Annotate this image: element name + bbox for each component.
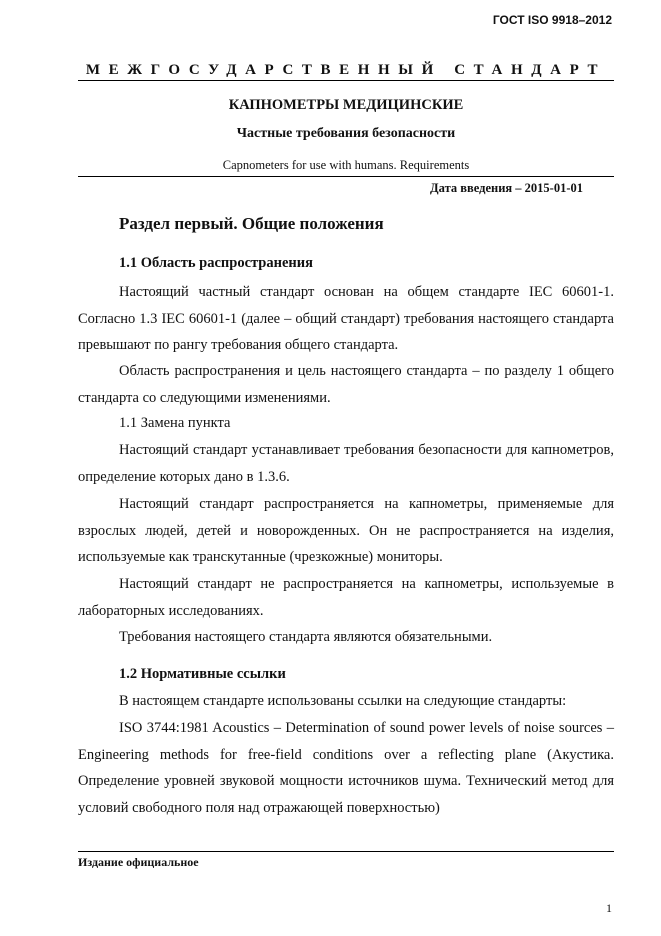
document-subtitle: Частные требования безопасности	[236, 126, 456, 141]
document-title: КАПНОМЕТРЫ МЕДИЦИНСКИЕ	[228, 97, 464, 113]
scope-paragraph: Настоящий стандарт распространяется на капнометры, применяемые для взрослых людей, детей и новорожденных. Он не распространяется на изделия, используемые как транскутанные (чрезкожные) мониторы.	[78, 496, 614, 565]
official-edition-label: Издание официальное	[78, 855, 199, 869]
title-divider-top	[78, 80, 614, 81]
interstate-standard-label: МЕЖГОСУДАРСТВЕННЫЙ СТАНДАРТ	[85, 62, 607, 78]
references-heading: 1.2 Нормативные ссылки	[119, 666, 286, 682]
page-number: 1	[606, 901, 612, 915]
scope-paragraph: Настоящий частный стандарт основан на общем стандарте IEC 60601-1. Согласно 1.3 IEC 60601-1 (далее – общий стандарт) требования настоящего стандарта превышают по рангу требования общего стандарта.	[78, 284, 614, 353]
scope-paragraph: 1.1 Замена пункта	[119, 415, 231, 431]
references-paragraph: В настоящем стандарте использованы ссылки на следующие стандарты:	[119, 693, 567, 709]
title-divider-bottom	[78, 176, 614, 177]
introduction-date: Дата введения – 2015-01-01	[430, 181, 583, 195]
scope-paragraph: Область распространения и цель настоящего стандарта – по разделу 1 общего стандарта со следующими изменениями.	[78, 363, 614, 406]
scope-paragraph: Настоящий стандарт не распространяется на капнометры, используемые в лабораторных исследованиях.	[78, 576, 614, 619]
scope-paragraph: Настоящий стандарт устанавливает требования безопасности для капнометров, определение которых дано в 1.3.6.	[78, 442, 614, 485]
document-code: ГОСТ ISO 9918–2012	[492, 13, 612, 27]
footer-divider	[78, 851, 614, 852]
references-paragraph: ISO 3744:1981 Acoustics – Determination of sound power levels of noise sources – Engineering methods for free-field conditions over a reflecting plane (Акустика. Определение уровней звуковой мощности источников шума. Технический метод для условий свободного поля над отражающей поверхностью)	[78, 720, 614, 816]
scope-paragraph: Требования настоящего стандарта являются обязательными.	[119, 629, 493, 645]
section-title: Раздел первый. Общие положения	[119, 214, 384, 233]
scope-heading: 1.1 Область распространения	[119, 255, 313, 271]
english-title: Capnometers for use with humans. Requirements	[222, 158, 470, 172]
